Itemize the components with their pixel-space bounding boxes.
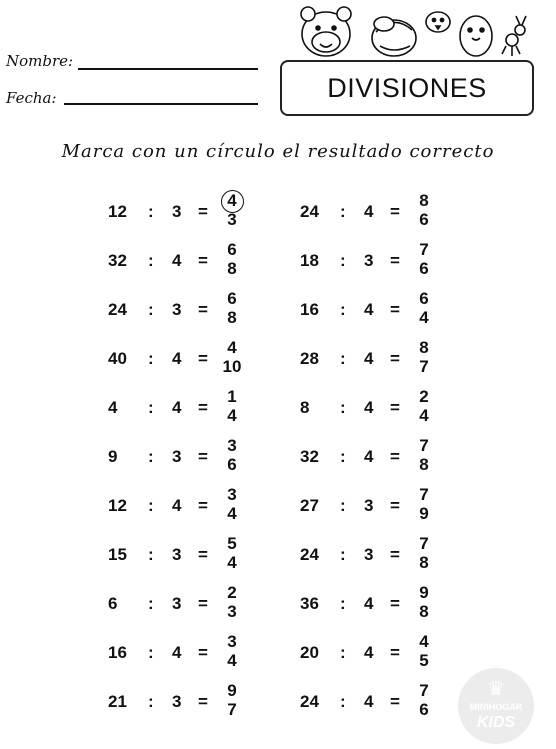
answer-option-top[interactable]: 7 [419,534,429,553]
colon-symbol: : [340,202,346,221]
divisor: 4 [364,398,374,417]
date-label: Fecha: [6,89,57,107]
equals-symbol: = [390,692,400,711]
answer-option-bottom[interactable]: 9 [419,504,429,523]
colon-symbol: : [148,300,154,319]
answer-option-bottom[interactable]: 3 [227,602,237,621]
colon-symbol: : [148,349,154,368]
colon-symbol: : [148,692,154,711]
answer-option-top[interactable]: 8 [419,338,429,357]
divisor: 3 [364,496,374,515]
colon-symbol: : [340,545,346,564]
crown-icon: ♛ [487,678,505,700]
divisor: 3 [172,300,182,319]
dividend: 28 [300,349,319,368]
answer-option-bottom[interactable]: 8 [227,259,237,278]
dividend: 32 [300,447,319,466]
division-problem [300,528,440,576]
answer-option-top[interactable]: 7 [419,436,429,455]
dividend: 40 [108,349,127,368]
equals-symbol: = [390,202,400,221]
answer-option-top[interactable]: 3 [227,436,237,455]
divisor: 4 [364,202,374,221]
dividend: 4 [108,398,118,417]
division-problem [300,185,440,233]
answer-option-bottom[interactable]: 8 [227,308,237,327]
answer-option-top[interactable]: 3 [227,632,237,651]
dividend: 20 [300,643,319,662]
dividend: 12 [108,202,127,221]
dividend: 36 [300,594,319,613]
equals-symbol: = [198,447,208,466]
equals-symbol: = [390,643,400,662]
divisor: 4 [172,349,182,368]
dividend: 24 [108,300,127,319]
answer-option-top[interactable]: 1 [227,387,237,406]
answer-option-bottom[interactable]: 6 [419,210,429,229]
division-problem [300,626,440,674]
divisor: 4 [364,349,374,368]
answer-option-bottom[interactable]: 8 [419,602,429,621]
answer-option-bottom[interactable]: 6 [227,455,237,474]
dividend: 8 [300,398,310,417]
equals-symbol: = [390,545,400,564]
colon-symbol: : [340,300,346,319]
answer-option-bottom[interactable]: 4 [227,406,237,425]
equals-symbol: = [198,202,208,221]
dividend: 15 [108,545,127,564]
dividend: 12 [108,496,127,515]
colon-symbol: : [148,251,154,270]
division-problem [108,332,248,380]
colon-symbol: : [148,594,154,613]
equals-symbol: = [198,594,208,613]
answer-option-top[interactable]: 9 [419,583,429,602]
equals-symbol: = [198,398,208,417]
division-problem [108,528,248,576]
answer-option-top[interactable]: 7 [419,485,429,504]
division-problem [108,381,248,429]
answer-option-top[interactable]: 6 [419,289,429,308]
answer-option-top[interactable]: 9 [227,681,237,700]
answer-option-top[interactable]: 2 [419,387,429,406]
equals-symbol: = [390,447,400,466]
divisor: 4 [172,398,182,417]
colon-symbol: : [340,251,346,270]
answer-option-bottom[interactable]: 7 [419,357,429,376]
colon-symbol: : [340,643,346,662]
division-problem [300,479,440,527]
dividend: 9 [108,447,118,466]
name-label: Nombre: [6,52,74,70]
answer-option-bottom[interactable]: 8 [419,455,429,474]
answer-option-top[interactable]: 6 [227,240,237,259]
minihogar-kids-watermark [458,668,534,744]
divisor: 4 [364,300,374,319]
dividend: 24 [300,692,319,711]
animals-illustration [284,4,530,62]
answer-option-top[interactable]: 6 [227,289,237,308]
title-box [280,60,534,116]
answer-option-bottom[interactable]: 3 [227,210,237,229]
division-problem [300,430,440,478]
answer-option-bottom[interactable]: 4 [227,504,237,523]
answer-option-top[interactable]: 5 [227,534,237,553]
equals-symbol: = [198,496,208,515]
answer-option-top[interactable]: 7 [419,681,429,700]
divisor: 4 [364,692,374,711]
division-problem [300,577,440,625]
division-problem [108,234,248,282]
answer-option-top[interactable]: 4 [419,632,429,651]
division-problem [108,479,248,527]
divisor: 4 [172,251,182,270]
watermark-line2: KIDS [476,714,516,731]
dividend: 18 [300,251,319,270]
dividend: 24 [300,545,319,564]
divisor: 4 [364,447,374,466]
dividend: 27 [300,496,319,515]
answer-option-bottom[interactable]: 6 [419,259,429,278]
dividend: 6 [108,594,118,613]
division-problem [108,430,248,478]
watermark-line1: MINIHOGAR [469,702,523,712]
colon-symbol: : [340,496,346,515]
answer-option-top[interactable]: 4 [227,191,237,210]
dividend: 32 [108,251,127,270]
answer-option-bottom[interactable]: 7 [227,700,237,719]
colon-symbol: : [148,545,154,564]
answer-option-top[interactable]: 8 [419,191,429,210]
divisor: 4 [364,594,374,613]
divisor: 3 [172,692,182,711]
divisor: 3 [364,545,374,564]
equals-symbol: = [390,349,400,368]
instruction-text: Marca con un círculo el resultado correcto [61,141,495,162]
answer-option-bottom[interactable]: 4 [227,553,237,572]
division-problem [108,675,248,723]
division-problem [300,381,440,429]
colon-symbol: : [340,692,346,711]
equals-symbol: = [198,349,208,368]
colon-symbol: : [148,447,154,466]
equals-symbol: = [198,692,208,711]
division-problem [108,577,248,625]
answer-option-bottom[interactable]: 4 [419,406,429,425]
dividend: 21 [108,692,127,711]
answer-option-bottom[interactable]: 4 [227,651,237,670]
equals-symbol: = [198,643,208,662]
answer-option-bottom[interactable]: 10 [222,357,242,376]
dividend: 16 [300,300,319,319]
answer-option-top[interactable]: 4 [227,338,237,357]
colon-symbol: : [340,349,346,368]
answer-option-top[interactable]: 3 [227,485,237,504]
division-problem [108,185,248,233]
colon-symbol: : [148,643,154,662]
division-problem [300,675,440,723]
dividend: 24 [300,202,319,221]
answer-option-bottom[interactable]: 4 [419,308,429,327]
divisor: 3 [172,545,182,564]
divisor: 4 [364,643,374,662]
divisor: 4 [172,496,182,515]
equals-symbol: = [198,300,208,319]
colon-symbol: : [340,594,346,613]
equals-symbol: = [390,251,400,270]
colon-symbol: : [148,398,154,417]
colon-symbol: : [148,202,154,221]
division-problem [300,234,440,282]
equals-symbol: = [198,251,208,270]
divisor: 3 [172,594,182,613]
colon-symbol: : [340,447,346,466]
answer-option-bottom[interactable]: 6 [419,700,429,719]
colon-symbol: : [148,496,154,515]
division-problem [108,283,248,331]
name-field-line[interactable] [78,68,258,70]
dividend: 16 [108,643,127,662]
division-problem [108,626,248,674]
answer-option-top[interactable]: 2 [227,583,237,602]
answer-option-top[interactable]: 7 [419,240,429,259]
divisor: 3 [172,447,182,466]
equals-symbol: = [390,300,400,319]
divisor: 3 [364,251,374,270]
colon-symbol: : [340,398,346,417]
date-field-line[interactable] [64,103,258,105]
answer-option-bottom[interactable]: 5 [419,651,429,670]
equals-symbol: = [198,545,208,564]
divisor: 3 [172,202,182,221]
equals-symbol: = [390,496,400,515]
equals-symbol: = [390,594,400,613]
equals-symbol: = [390,398,400,417]
divisor: 4 [172,643,182,662]
division-problem [300,332,440,380]
page-title: DIVISIONES [327,72,487,103]
division-problem [300,283,440,331]
answer-option-bottom[interactable]: 8 [419,553,429,572]
